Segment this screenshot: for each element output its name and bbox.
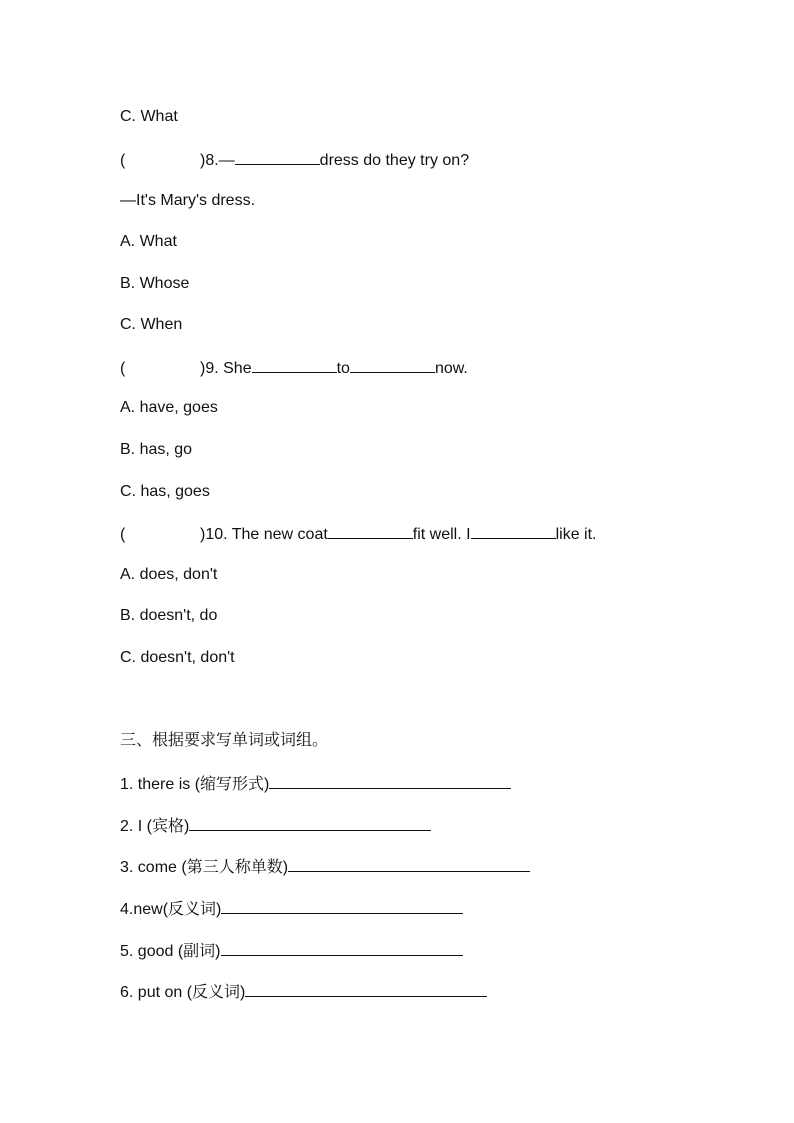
q8-number: )8.— <box>200 152 235 169</box>
q10-text-mid: fit well. I <box>412 526 471 543</box>
item-4-answer-blank[interactable] <box>221 898 463 914</box>
q9-blank-2[interactable] <box>350 357 435 373</box>
q10-option-b: B. doesn't, do <box>120 607 218 624</box>
q9-option-a: A. have, goes <box>120 399 218 416</box>
section-3-item-6 <box>120 981 487 1003</box>
q9-question <box>120 357 468 379</box>
q9-answer-paren: ( <box>120 360 126 377</box>
q10-text-end: like it. <box>555 526 597 543</box>
q9-text-mid: to <box>336 360 350 377</box>
section-3-item-2 <box>120 815 431 837</box>
q7-option-c: C. What <box>120 108 178 125</box>
item-2-label: 2. I (宾格) <box>120 818 190 835</box>
q9-option-b: B. has, go <box>120 441 193 458</box>
item-5-answer-blank[interactable] <box>221 940 463 956</box>
section-3-item-4 <box>120 898 463 920</box>
item-1-label: 1. there is (缩写形式) <box>120 776 270 793</box>
q8-option-a: A. What <box>120 233 177 250</box>
item-3-answer-blank[interactable] <box>288 856 530 872</box>
item-1-answer-blank[interactable] <box>269 773 511 789</box>
section-3-item-1 <box>120 773 511 795</box>
q10-blank-2[interactable] <box>471 523 556 539</box>
q9-text-end: now. <box>434 360 468 377</box>
q8-answer-paren: ( <box>120 152 126 169</box>
q10-question <box>120 523 596 545</box>
item-6-answer-blank[interactable] <box>245 981 487 997</box>
section-3-item-3 <box>120 856 530 878</box>
item-6-label: 6. put on (反义词) <box>120 984 246 1001</box>
q8-text: dress do they try on? <box>319 152 470 169</box>
item-5-label: 5. good (副词) <box>120 943 221 960</box>
item-2-answer-blank[interactable] <box>189 815 431 831</box>
section-3-item-5 <box>120 940 463 962</box>
q9-blank-1[interactable] <box>252 357 337 373</box>
q10-option-a: A. does, don't <box>120 566 218 583</box>
q10-answer-paren: ( <box>120 526 126 543</box>
q8-option-b: B. Whose <box>120 275 190 292</box>
q8-answer-line: —It's Mary's dress. <box>120 192 256 209</box>
section-3-heading: 三、根据要求写单词或词组。 <box>120 732 329 749</box>
q8-option-c: C. When <box>120 316 183 333</box>
q9-option-c: C. has, goes <box>120 483 210 500</box>
q9-number: )9. She <box>200 360 252 377</box>
item-3-label: 3. come (第三人称单数) <box>120 859 289 876</box>
q10-number: )10. The new coat <box>200 526 328 543</box>
item-4-label: 4.new(反义词) <box>120 901 222 918</box>
q8-blank[interactable] <box>235 149 320 165</box>
q10-option-c: C. doesn't, don't <box>120 649 235 666</box>
q10-blank-1[interactable] <box>328 523 413 539</box>
q8-question <box>120 149 469 171</box>
